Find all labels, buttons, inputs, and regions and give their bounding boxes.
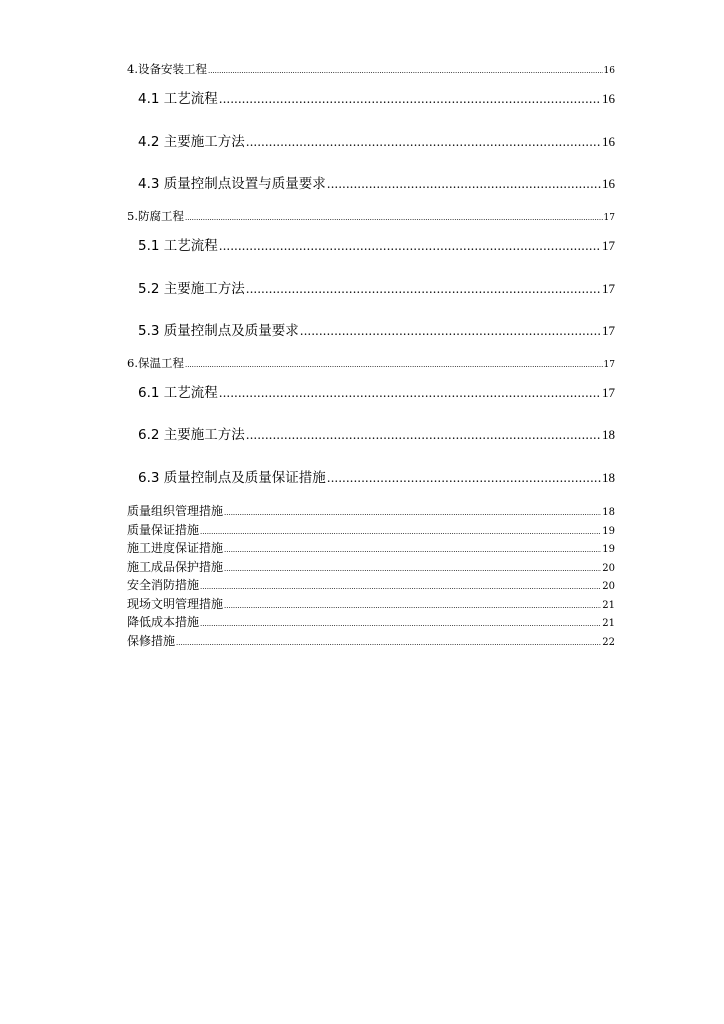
toc-leader-dots [224, 506, 601, 521]
toc-entry-product-protection[interactable] [127, 560, 615, 577]
toc-entry-6-2[interactable] [138, 426, 615, 444]
toc-leader-dots [246, 426, 601, 444]
toc-leader-dots [176, 636, 601, 651]
toc-leader-dots [246, 280, 601, 298]
toc-entry-title: 5.1 工艺流程 [138, 238, 218, 254]
toc-entry-warranty[interactable] [127, 634, 615, 651]
toc-entry-page: 18 [602, 427, 615, 442]
toc-entry-title: 现场文明管理措施 [127, 597, 224, 611]
toc-entry-title: 5.3 质量控制点及质量要求 [138, 323, 299, 339]
toc-entry-page: 18 [602, 470, 615, 485]
toc-leader-dots [200, 525, 601, 540]
toc-entry-page: 18 [602, 507, 615, 518]
toc-entry-6-1[interactable] [138, 384, 615, 402]
toc-entry-quality-assurance[interactable] [127, 523, 615, 540]
toc-entry-title: 安全消防措施 [127, 578, 200, 592]
toc-entry-4-1[interactable] [138, 90, 615, 108]
toc-entry-cost-reduction[interactable] [127, 615, 615, 632]
toc-entry-title: 6.3 质量控制点及质量保证措施 [138, 470, 326, 486]
toc-leader-dots [208, 64, 603, 79]
toc-leader-dots [300, 322, 601, 340]
toc-leader-dots [219, 237, 601, 255]
toc-entry-fire-safety[interactable] [127, 578, 615, 595]
toc-entry-5[interactable] [127, 209, 615, 226]
toc-leader-dots [185, 358, 603, 373]
toc-entry-schedule[interactable] [127, 541, 615, 558]
toc-entry-title: 4.2 主要施工方法 [138, 134, 245, 150]
toc-entry-page: 21 [602, 600, 615, 611]
toc-leader-dots [219, 384, 601, 402]
toc-entry-title: 质量保证措施 [127, 523, 200, 537]
toc-entry-quality-org[interactable] [127, 504, 615, 521]
toc-entry-page: 21 [602, 618, 615, 629]
toc-entry-title: 6.1 工艺流程 [138, 385, 218, 401]
toc-entry-page: 19 [602, 544, 615, 555]
toc-leader-dots [185, 211, 603, 226]
toc-entry-title: 降低成本措施 [127, 615, 200, 629]
toc-entry-title: 质量组织管理措施 [127, 504, 224, 518]
toc-leader-dots [224, 562, 601, 577]
toc-leader-dots [327, 175, 601, 193]
toc-leader-dots [246, 133, 601, 151]
toc-entry-page: 19 [602, 526, 615, 537]
toc-entry-title: 4.3 质量控制点设置与质量要求 [138, 176, 326, 192]
toc-entry-page: 17 [603, 360, 615, 370]
toc-entry-title: 5.2 主要施工方法 [138, 281, 245, 297]
toc-entry-page: 16 [602, 91, 615, 106]
toc-entry-page: 16 [602, 176, 615, 191]
toc-entry-title: 6.保温工程 [127, 356, 184, 370]
toc-entry-4-2[interactable] [138, 133, 615, 151]
toc-entry-title: 保修措施 [127, 634, 176, 648]
toc-leader-dots [200, 580, 601, 595]
toc-entry-title: 施工成品保护措施 [127, 560, 224, 574]
toc-leader-dots [327, 469, 601, 487]
toc-entry-title: 4.1 工艺流程 [138, 91, 218, 107]
toc-entry-title: 4.设备安装工程 [127, 62, 207, 76]
toc-entry-page: 20 [602, 581, 615, 592]
toc-leader-dots [224, 599, 601, 614]
toc-entry-page: 17 [602, 385, 615, 400]
toc-entry-6-3[interactable] [138, 469, 615, 487]
toc-entry-5-3[interactable] [138, 322, 615, 340]
toc-entry-title: 6.2 主要施工方法 [138, 427, 245, 443]
toc-entry-page: 16 [603, 66, 615, 76]
toc-entry-page: 17 [603, 213, 615, 223]
toc-entry-page: 16 [602, 134, 615, 149]
toc-entry-5-1[interactable] [138, 237, 615, 255]
toc-entry-4[interactable] [127, 62, 615, 79]
toc-entry-5-2[interactable] [138, 280, 615, 298]
toc-entry-page: 17 [602, 238, 615, 253]
toc-leader-dots [219, 90, 601, 108]
toc-entry-6[interactable] [127, 356, 615, 373]
toc-leader-dots [224, 543, 601, 558]
toc-entry-site-management[interactable] [127, 597, 615, 614]
toc-entry-title: 施工进度保证措施 [127, 541, 224, 555]
toc-entry-page: 17 [602, 281, 615, 296]
toc-entry-4-3[interactable] [138, 175, 615, 193]
toc-entry-page: 17 [602, 323, 615, 338]
toc-entry-page: 20 [602, 563, 615, 574]
toc-leader-dots [200, 617, 601, 632]
toc-entry-page: 22 [602, 637, 615, 648]
toc-entry-title: 5.防腐工程 [127, 209, 184, 223]
